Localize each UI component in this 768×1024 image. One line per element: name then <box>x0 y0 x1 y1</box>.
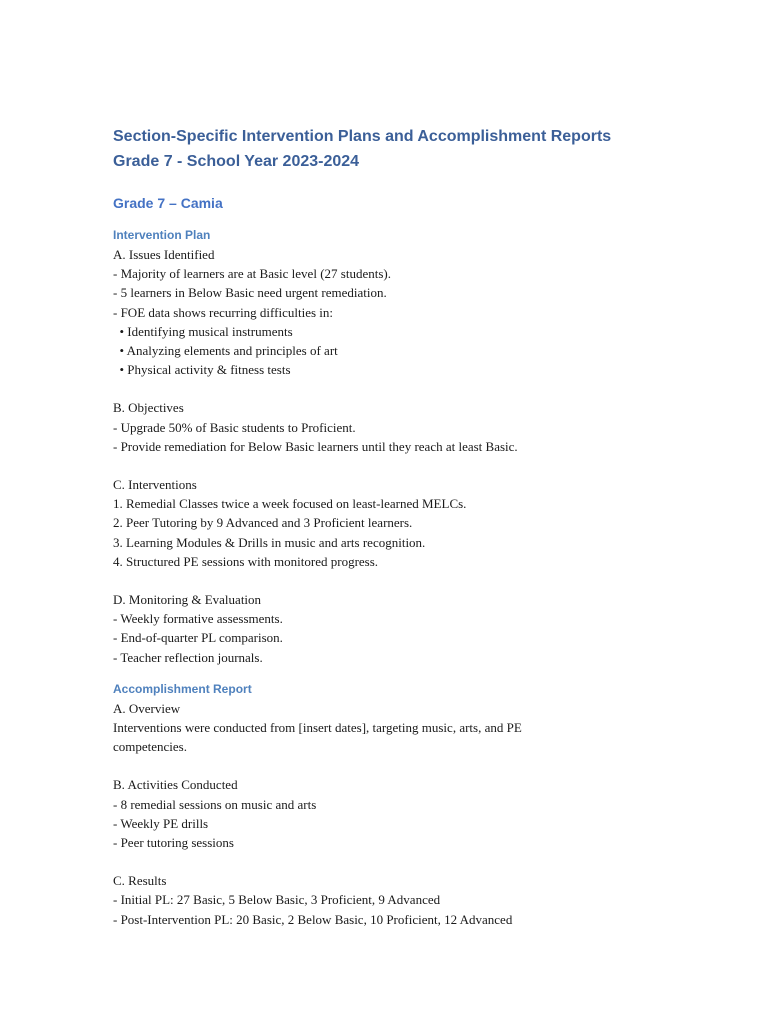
list-item: - Majority of learners are at Basic level (27 students). <box>113 266 391 282</box>
document-page <box>113 124 713 929</box>
interventions <box>113 475 713 571</box>
list-item: - 8 remedial sessions on music and arts <box>113 796 317 812</box>
list-item: 3. Learning Modules & Drills in music and arts recognition. <box>113 534 426 550</box>
document-title <box>113 124 713 174</box>
interventions-heading: C. Interventions <box>113 477 197 493</box>
document-title-line-1: Section-Specific Intervention Plans and Accomplishment Reports <box>113 128 612 145</box>
monitoring-evaluation <box>113 590 713 667</box>
list-item: - Initial PL: 27 Basic, 5 Below Basic, 3 Proficient, 9 Advanced <box>113 892 441 908</box>
list-item: - Peer tutoring sessions <box>113 835 234 851</box>
list-item: - Weekly PE drills <box>113 815 209 831</box>
activities-heading: B. Activities Conducted <box>113 777 238 793</box>
list-item: - Teacher reflection journals. <box>113 649 263 665</box>
results <box>113 871 713 929</box>
document-title-line-2: Grade 7 - School Year 2023-2024 <box>113 153 360 170</box>
accomplishment-report-heading: Accomplishment Report <box>113 681 252 696</box>
overview-heading: A. Overview <box>113 700 181 716</box>
list-item: • Physical activity & fitness tests <box>113 362 291 378</box>
list-item: - Provide remediation for Below Basic learners until they reach at least Basic. <box>113 438 518 454</box>
list-item: - Post-Intervention PL: 20 Basic, 2 Below Basic, 10 Proficient, 12 Advanced <box>113 911 513 927</box>
list-item: - 5 learners in Below Basic need urgent remediation. <box>113 285 387 301</box>
list-item: • Analyzing elements and principles of art <box>113 343 338 359</box>
issues-heading: A. Issues Identified <box>113 247 215 262</box>
overview-text: Interventions were conducted from [insert dates], targeting music, arts, and PE competencies. <box>113 720 522 755</box>
list-item: 1. Remedial Classes twice a week focused on least-learned MELCs. <box>113 496 467 512</box>
list-item: 4. Structured PE sessions with monitored progress. <box>113 553 379 569</box>
results-heading: C. Results <box>113 873 167 889</box>
list-item: - End-of-quarter PL comparison. <box>113 630 283 646</box>
list-item: - FOE data shows recurring difficulties in: <box>113 304 333 320</box>
objectives <box>113 398 713 456</box>
list-item: - Weekly formative assessments. <box>113 611 283 627</box>
list-item: • Identifying musical instruments <box>113 323 293 339</box>
list-item: 2. Peer Tutoring by 9 Advanced and 3 Proficient learners. <box>113 515 413 531</box>
intervention-plan-heading: Intervention Plan <box>113 228 211 242</box>
issues-identified <box>113 245 713 379</box>
section-title: Grade 7 – Camia <box>113 195 223 211</box>
activities-conducted <box>113 775 713 852</box>
objectives-heading: B. Objectives <box>113 400 184 416</box>
overview <box>113 699 713 757</box>
monitoring-heading: D. Monitoring & Evaluation <box>113 592 262 608</box>
list-item: - Upgrade 50% of Basic students to Proficient. <box>113 419 356 435</box>
